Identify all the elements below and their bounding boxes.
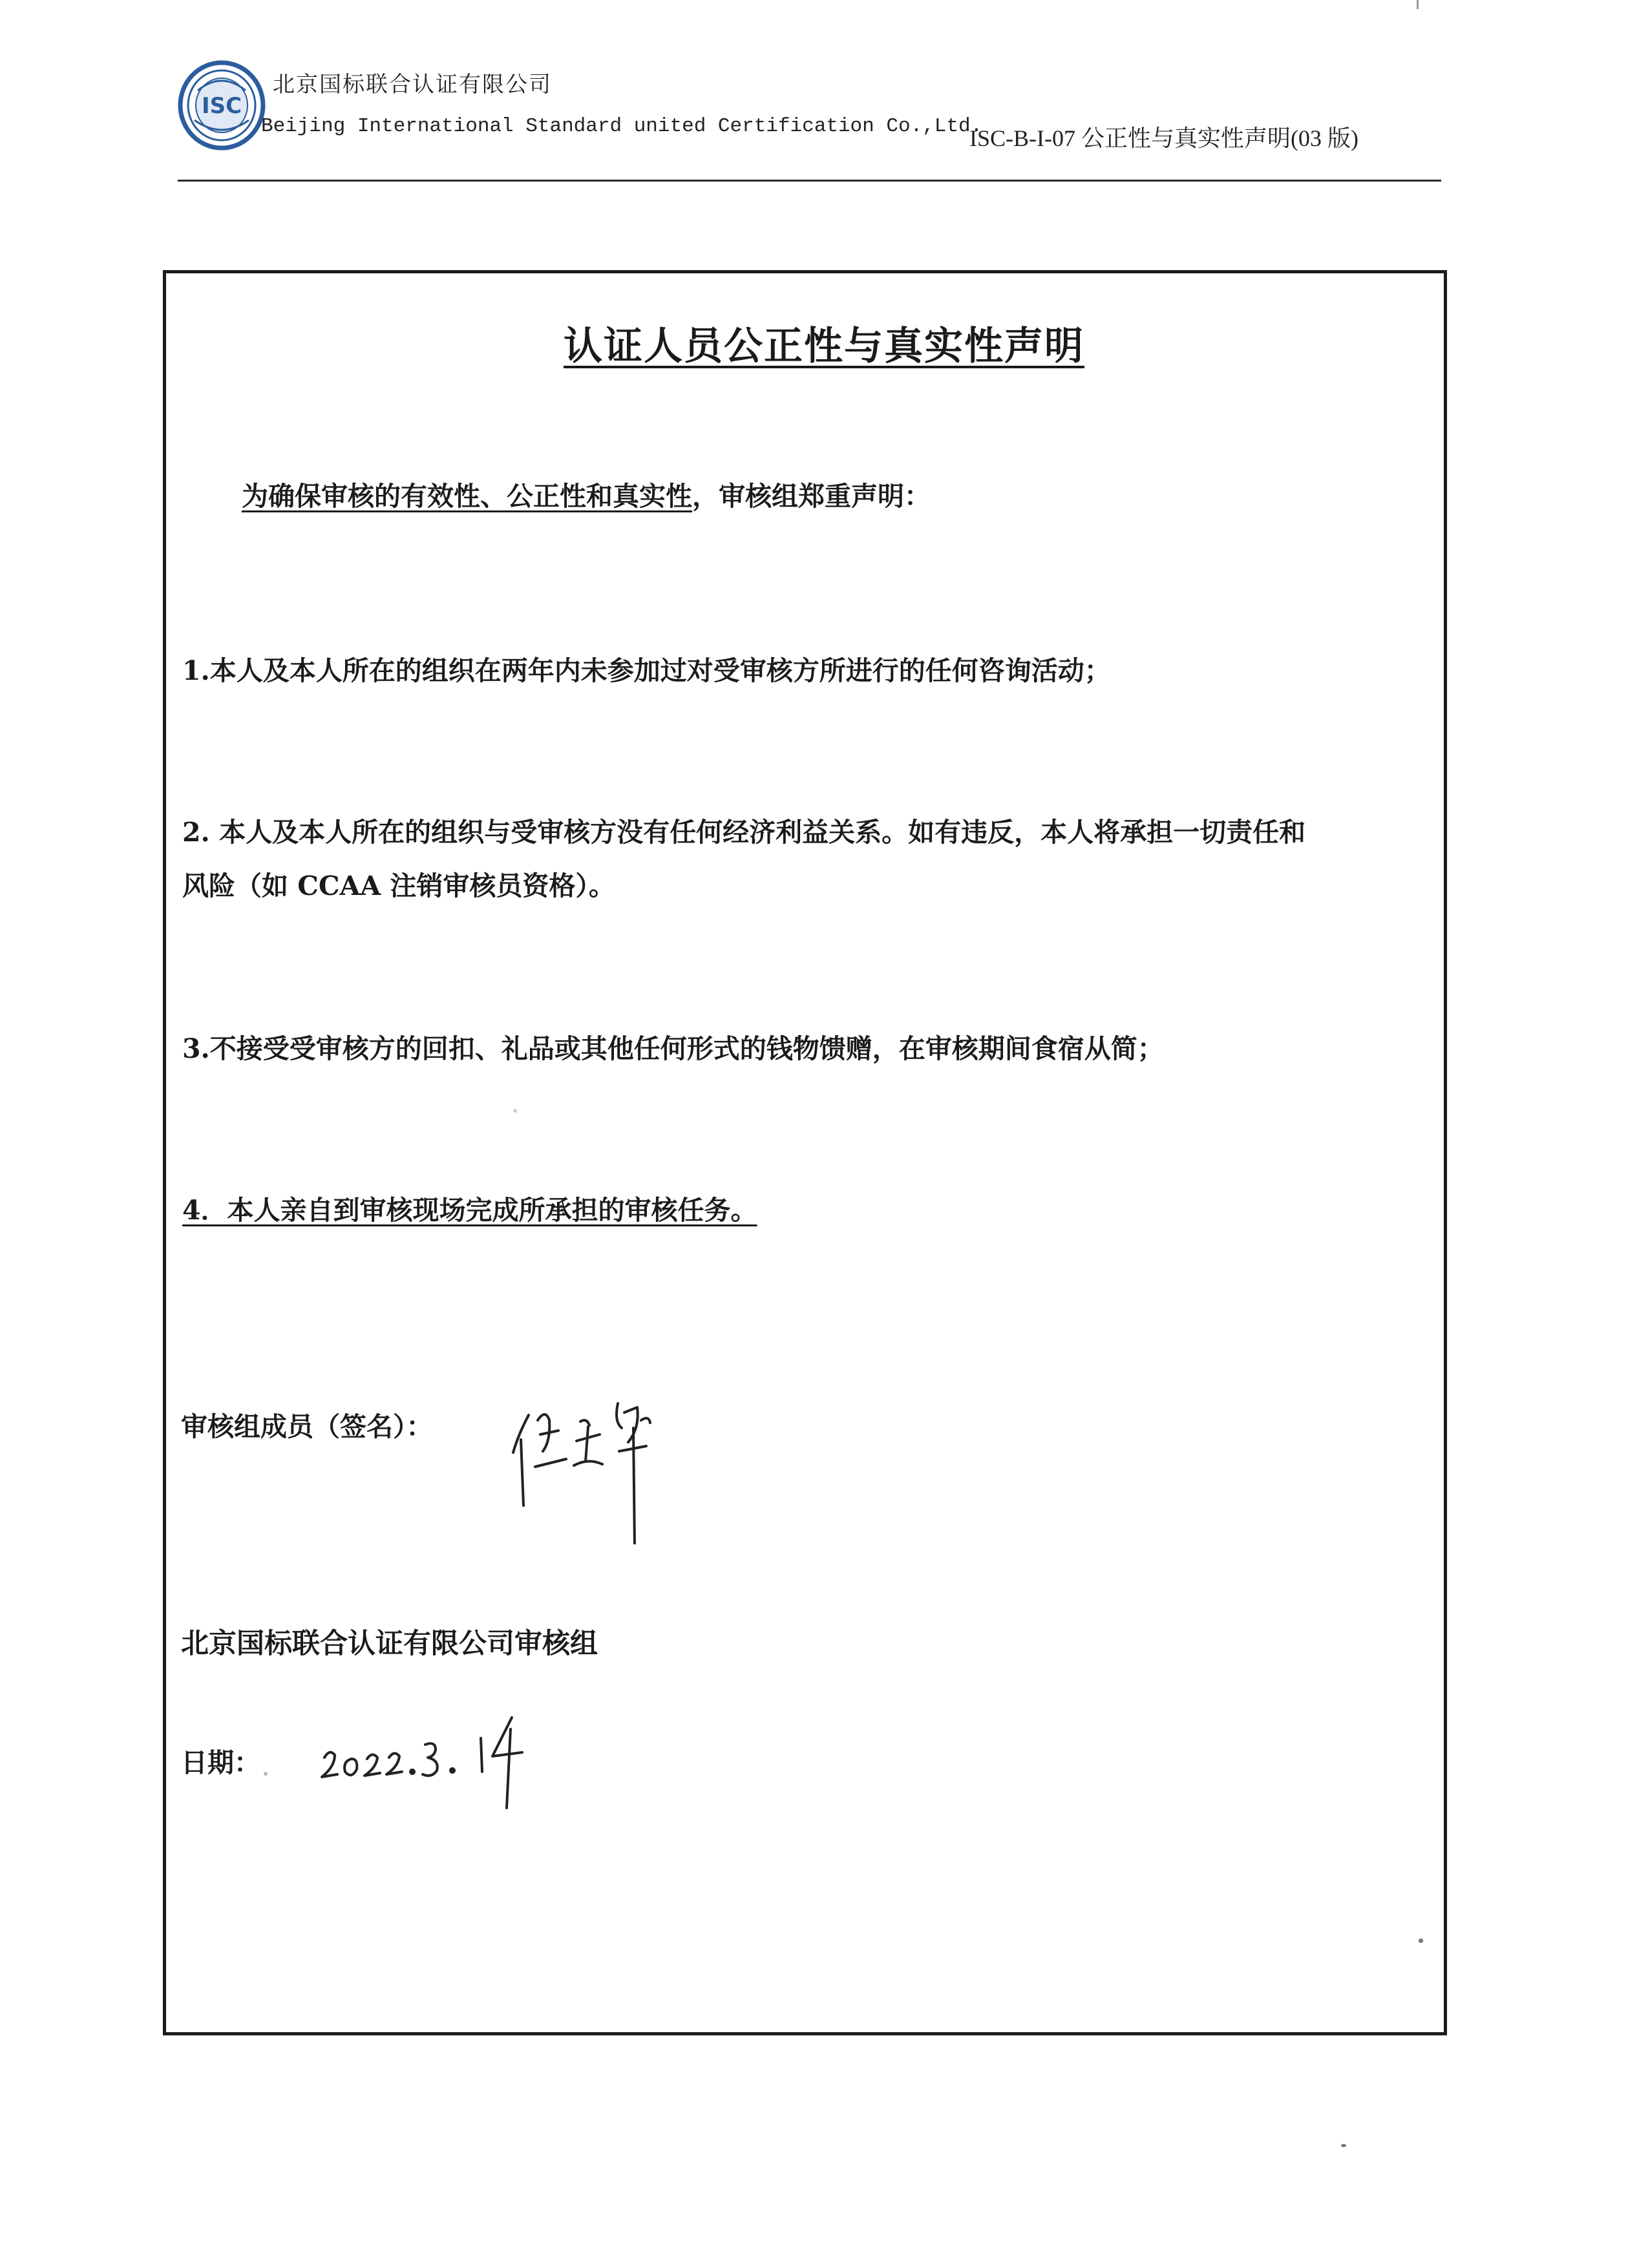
scan-speck — [513, 1109, 517, 1113]
intro-underlined-text: 为确保审核的有效性、公正性和真实性 — [242, 481, 692, 512]
date-label: 日期： — [181, 1747, 260, 1778]
intro-paragraph — [242, 475, 931, 513]
company-name-cn: 北京国标联合认证有限公司 — [273, 72, 552, 98]
handwritten-signature — [504, 1389, 698, 1544]
document-code: ISC-B-I-07 公正性与真实性声明(03 版) — [969, 125, 1358, 151]
intro-rest-text: ，审核组郑重声明： — [692, 481, 931, 512]
declaration-item-2-line-2: 风险（如 CCAA 注销审核员资格）。 — [182, 870, 615, 901]
declaration-item-2-line-1: 2. 本人及本人所在的组织与受审核方没有任何经济利益关系。如有违反，本人将承担一切责任和 — [182, 817, 1306, 848]
isc-logo-icon — [173, 57, 270, 154]
declaration-item-1: 1.本人及本人所在的组织在两年内未参加过对受审核方所进行的任何咨询活动； — [182, 655, 1111, 686]
company-name-en: Beijing International Standard united Certification Co.,Ltd. — [261, 115, 983, 138]
scan-speck — [1419, 1938, 1423, 1943]
declaration-item-3: 3.不接受受审核方的回扣、礼品或其他任何形式的钱物馈赠，在审核期间食宿从简； — [182, 1033, 1164, 1064]
auditing-team-organization: 北京国标联合认证有限公司审核组 — [181, 1628, 598, 1660]
document-title: 认证人员公正性与真实性声明 — [564, 324, 1084, 369]
signature-label: 审核组成员（签名）： — [181, 1411, 433, 1442]
header-divider — [178, 180, 1441, 182]
scan-speck — [1417, 0, 1419, 9]
declaration-item-4: 4．本人亲自到审核现场完成所承担的审核任务。 — [182, 1195, 757, 1226]
scan-speck — [1341, 2144, 1346, 2147]
isc-logo-text: ISC — [201, 93, 242, 119]
handwritten-date — [315, 1712, 548, 1809]
scan-speck — [264, 1772, 268, 1776]
